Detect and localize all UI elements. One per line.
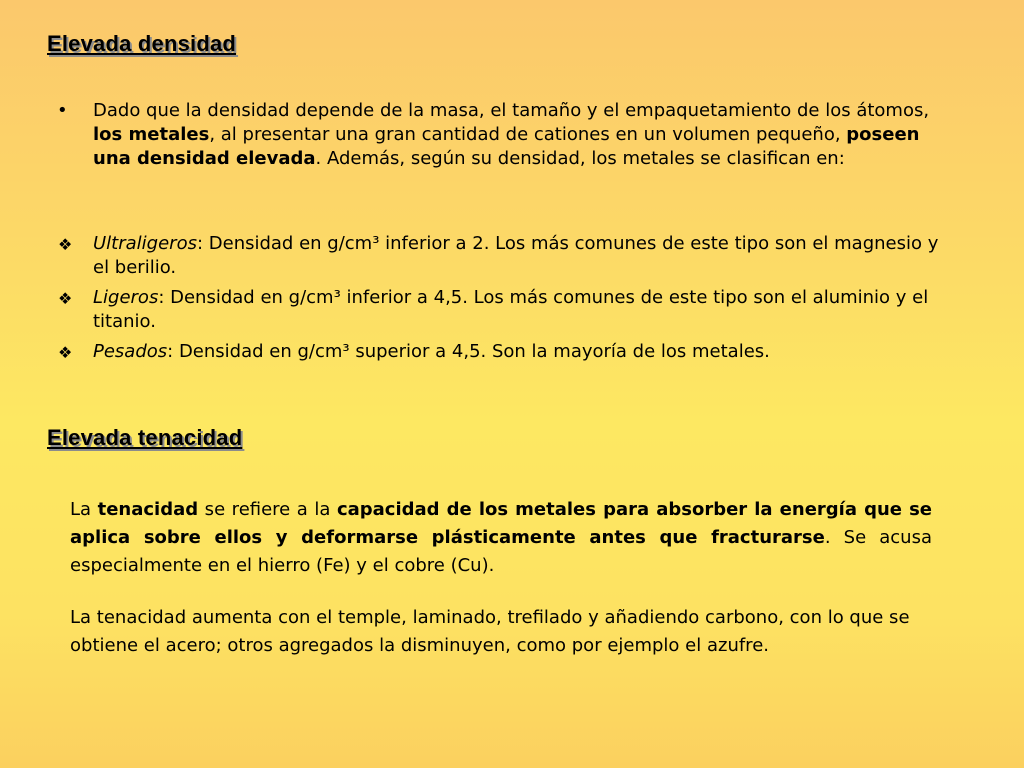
term-pesados: Pesados [93,341,168,362]
heading-elevada-densidad: Elevada densidad [47,31,237,56]
intro-bold-metales: los metales [93,124,210,145]
desc-pesados: : Densidad en g/cm³ superior a 4,5. Son la mayoría de los metales. [167,341,770,362]
diamond-bullet-icon: ❖ [58,235,73,254]
diamond-bullet-icon: ❖ [58,289,73,308]
term-ultraligeros: Ultraligeros [93,233,197,254]
para1-text-3: . Se acusa especialmente en el hierro (Fe) y el cobre (Cu). [70,527,932,576]
intro-text-1: Dado que la densidad depende de la masa, el tamaño y el empaquetamiento de los átomos, [93,100,930,121]
paragraph-tenacidad-aumento: La tenacidad aumenta con el temple, laminado, trefilado y añadiendo carbono, con lo que se obtiene el acero; otros agregados la disminuyen, como por ejemplo el azufre. [70,607,910,656]
para1-text-1: La [70,499,98,520]
para1-text-2: se refiere a la [198,499,337,520]
term-ligeros: Ligeros [93,287,159,308]
list-item-ultraligeros [0,232,945,280]
desc-ultraligeros: : Densidad en g/cm³ inferior a 2. Los más comunes de este tipo son el magnesio y el berilio. [93,233,939,278]
diamond-bullet-icon: ❖ [58,343,73,362]
intro-item [0,99,945,171]
heading-elevada-tenacidad: Elevada tenacidad [47,425,243,450]
intro-text-2: , al presentar una gran cantidad de cationes en un volumen pequeño, [209,124,847,145]
list-item-pesados [0,340,945,364]
paragraph-tenacidad-definicion [70,496,932,580]
intro-list [0,99,945,171]
para1-bold-tenacidad: tenacidad [97,499,199,520]
list-item-ligeros [0,286,945,334]
intro-bold-densidad: poseen una densidad elevada [93,124,920,169]
metal-types-list [0,232,945,370]
bullet-icon: • [57,100,68,121]
para1-bold-capacidad: capacidad de los metales para absorber la energía que se aplica sobre ellos y deformarse plásticamente antes que fracturarse [70,499,932,548]
intro-text-3: . Además, según su densidad, los metales se clasifican en: [315,148,845,169]
desc-ligeros: : Densidad en g/cm³ inferior a 4,5. Los más comunes de este tipo son el aluminio y el titanio. [93,287,929,332]
